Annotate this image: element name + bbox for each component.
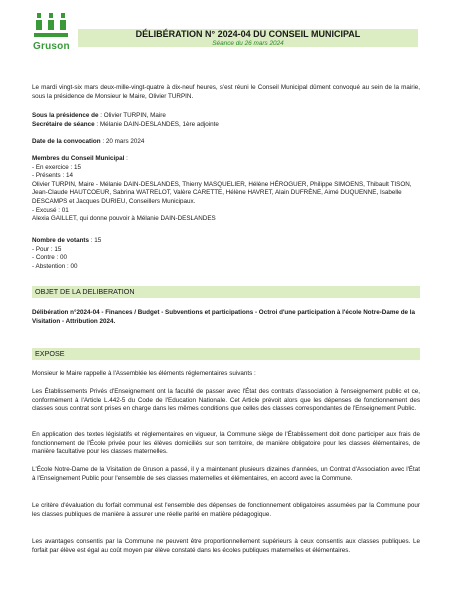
expose-paragraph-6: Les avantages consentis par la Commune ne peuvent être proportionnellement supérieurs à ceux consentis aux classes publiques. Le forfait par élève est égal au coût moyen par élève constaté dans les écoles publiques maternelles et élémentaires. (32, 538, 420, 554)
logo-wordmark: Gruson (33, 41, 70, 52)
members-present-list: Olivier TURPIN, Maire - Mélanie DAIN-DESLANDES, Thierry MASQUELIER, Hélène HÉROGUER, Philippe SIMOENS, Thibault TISON, Jean-Claude HAUTCOEUR, Sabrina WATRELOT, Valère CARETTE, Hélène HAVRET, Alain DUFRÈNE, Aimé DUQUENNE, Isabelle DESCAMPS et Jacques DURIEU, Conseillers Municipaux. (32, 180, 412, 205)
president-label: Sous la présidence de (32, 112, 99, 119)
session-date: Séance du 26 mars 2024 (212, 40, 284, 47)
convocation-value: : 20 mars 2024 (100, 138, 145, 145)
votes-label: Nombre de votants (32, 237, 90, 244)
intro-paragraph: Le mardi vingt-six mars deux-mille-vingt-quatre à dix-neuf heures, s'est réuni le Conseil Municipal dûment convoqué au sein de la mairie, sous la présidence de Monsieur le Maire, Olivier TURPIN. (32, 84, 420, 100)
votes-value: : 15 (89, 237, 102, 244)
expose-section-title: EXPOSE (35, 349, 65, 358)
secretary-value: : Mélanie DAIN-DESLANDES, 1ère adjointe (94, 120, 219, 128)
votes-against: - Contre : 00 (32, 254, 67, 262)
convocation-line (32, 138, 420, 147)
expose-paragraph-5: Le critère d'évaluation du forfait communal est l'ensemble des dépenses de fonctionnement obligatoires assumées par la Commune pour les classes publiques de manière à assurer une réelle parité en matière pédagogique. (32, 502, 420, 518)
members-excused: - Excusé : 01 (32, 206, 69, 214)
members-excused-list: Alexia GAILLET, qui donne pouvoir à Mélanie DAIN-DESLANDES (32, 215, 216, 223)
president-value: : Olivier TURPIN, Maire (98, 112, 166, 119)
secretary-label: Secrétaire de séance (32, 120, 95, 128)
document-title: DÉLIBÉRATION N° 2024-04 DU CONSEIL MUNICIPAL (135, 29, 361, 39)
officers-block (32, 112, 420, 129)
object-section-title: OBJET DE LA DELIBERATION (35, 287, 135, 296)
members-colon: : (124, 155, 128, 162)
object-text: Délibération n°2024-04 - Finances / Budget - Subventions et participations - Octroi d'une participation à l'école Notre-Dame de la Visitation - Attribution 2024. (32, 309, 416, 325)
expose-paragraph-1: Monsieur le Maire rappelle à l'Assemblée les éléments réglementaires suivants : (32, 370, 256, 377)
members-in-office: - En exercice : 15 (32, 163, 81, 171)
votes-block (32, 237, 420, 271)
members-block (32, 155, 420, 224)
votes-for: - Pour : 15 (32, 245, 62, 253)
members-present: - Présents : 14 (32, 172, 73, 180)
expose-paragraph-3: En application des textes législatifs et réglementaires en vigueur, la Commune siège de l'Établissement doit donc participer aux frais de fonctionnement de l'École privée pour les élèves domiciliés sur son territoire, de manière obligatoire pour les classes élémentaires, de manière facultative pour les classes maternelles. (32, 431, 420, 456)
expose-paragraph-2: Les Établissements Privés d'Enseignement ont la faculté de passer avec l'État des contrats d'association à l'enseignement public et ce, conformément à l'Article L.442-5 du Code de l'Education Nationale. Cet Article prévoit alors que les dépenses de fonctionnement des classes sous contrat sont prises en charge dans les mêmes conditions que celles des classes correspondantes de l'Enseignement Public. (32, 388, 420, 413)
convocation-label: Date de la convocation (32, 138, 101, 145)
expose-section-band (32, 348, 420, 360)
votes-abstention: - Abstention : 00 (32, 262, 78, 270)
expose-paragraph-4: L'École Notre-Dame de la Visitation de Gruson a passé, il y a maintenant plusieurs dizaines d'années, un Contrat d'Association avec l'État à l'Enseignement Public pour l'ensemble de ses classes maternelles et élémentaires, en accord avec la Commune. (32, 466, 420, 482)
members-label: Membres du Conseil Municipal (32, 155, 125, 162)
